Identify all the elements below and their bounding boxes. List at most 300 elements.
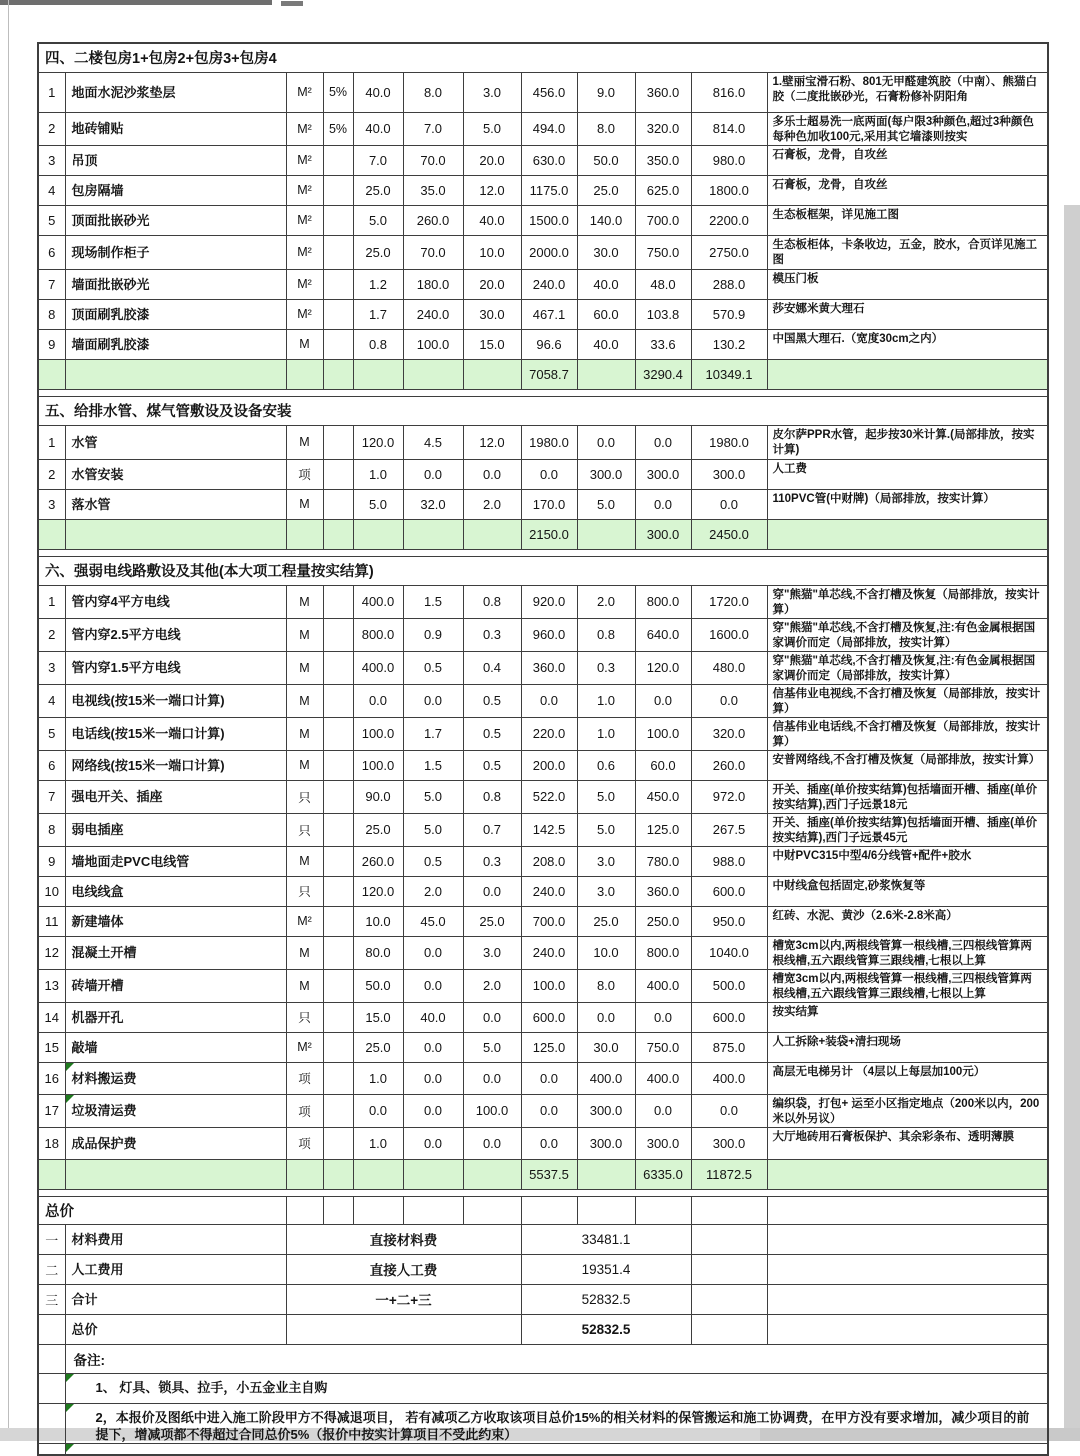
cell-mat_price[interactable]: 0.0 <box>403 969 463 1002</box>
cell-loss[interactable] <box>323 750 353 780</box>
subtotal-empty-cell[interactable] <box>65 519 286 549</box>
summary-name-cell[interactable]: 合计 <box>65 1284 286 1314</box>
cell-labor_price[interactable]: 300.0 <box>577 1094 635 1127</box>
cell-loss[interactable] <box>323 969 353 1002</box>
cell-mat_total[interactable]: 2000.0 <box>521 235 577 269</box>
cell-mat_price[interactable]: 2.0 <box>403 876 463 906</box>
cell-unit[interactable]: 只 <box>286 780 323 813</box>
cell-name[interactable]: 垃圾清运费 <box>65 1094 286 1127</box>
cell-labor_total[interactable]: 60.0 <box>635 750 691 780</box>
cell-unit[interactable]: M² <box>286 175 323 205</box>
cell-labor_total[interactable]: 103.8 <box>635 299 691 329</box>
subtotal-empty-cell[interactable] <box>403 519 463 549</box>
cell-labor_price[interactable]: 9.0 <box>577 72 635 112</box>
summary-header-empty-cell[interactable] <box>635 1196 691 1224</box>
cell-qty[interactable]: 120.0 <box>353 876 403 906</box>
cell-name[interactable]: 包房隔墙 <box>65 175 286 205</box>
cell-unit[interactable]: M <box>286 684 323 717</box>
summary-remark-cell[interactable] <box>767 1284 1048 1314</box>
cell-mat_total[interactable]: 960.0 <box>521 618 577 651</box>
cell-no[interactable]: 9 <box>38 846 65 876</box>
cell-aux_price[interactable]: 0.5 <box>463 684 521 717</box>
subtotal-empty-cell[interactable] <box>767 359 1048 389</box>
cell-unit[interactable]: M² <box>286 235 323 269</box>
cell-no[interactable]: 5 <box>38 717 65 750</box>
cell-mat_total[interactable]: 0.0 <box>521 1094 577 1127</box>
cell-mat_total[interactable]: 142.5 <box>521 813 577 846</box>
cell-qty[interactable]: 0.0 <box>353 1094 403 1127</box>
cell-total[interactable]: 816.0 <box>691 72 767 112</box>
note-text-cell[interactable]: 2，本报价及图纸中进入施工阶段甲方不得减退项目， 若有减项乙方收取该项目总价15%的相关材料的保管搬运和施工协调费，在甲方没有要求增加，减少项目的前提下，增减项都不得超过合同总价5%（报价中按实计算项目不受此约束） <box>65 1403 1048 1443</box>
cell-qty[interactable]: 260.0 <box>353 846 403 876</box>
cell-unit[interactable]: 项 <box>286 1062 323 1094</box>
cell-mat_price[interactable]: 260.0 <box>403 205 463 235</box>
subtotal-empty-cell[interactable] <box>403 1159 463 1189</box>
cell-mat_price[interactable]: 5.0 <box>403 813 463 846</box>
cell-unit[interactable]: M <box>286 936 323 969</box>
subtotal-value[interactable]: 7058.7 <box>521 359 577 389</box>
cell-qty[interactable]: 800.0 <box>353 618 403 651</box>
cell-no[interactable]: 3 <box>38 145 65 175</box>
cell-loss[interactable] <box>323 205 353 235</box>
subtotal-empty-cell[interactable] <box>463 1159 521 1189</box>
subtotal-value[interactable]: 3290.4 <box>635 359 691 389</box>
cell-qty[interactable]: 80.0 <box>353 936 403 969</box>
cell-mat_price[interactable]: 0.5 <box>403 651 463 684</box>
cell-mat_price[interactable]: 45.0 <box>403 906 463 936</box>
cell-remark[interactable]: 皮尔萨PPR水管，起步按30米计算.(局部排放，按实计算) <box>767 425 1048 459</box>
cell-no[interactable]: 11 <box>38 906 65 936</box>
subtotal-empty-cell[interactable] <box>403 359 463 389</box>
cell-qty[interactable]: 50.0 <box>353 969 403 1002</box>
summary-header-empty-cell[interactable] <box>286 1196 323 1224</box>
cell-no[interactable]: 14 <box>38 1002 65 1032</box>
cell-remark[interactable]: 编织袋，打包+ 运至小区指定地点（200米以内，200米以外另议） <box>767 1094 1048 1127</box>
cell-mat_price[interactable]: 0.0 <box>403 936 463 969</box>
cell-labor_total[interactable]: 360.0 <box>635 876 691 906</box>
cell-loss[interactable] <box>323 489 353 519</box>
cell-total[interactable]: 2750.0 <box>691 235 767 269</box>
cell-aux_price[interactable]: 20.0 <box>463 269 521 299</box>
cell-qty[interactable]: 1.2 <box>353 269 403 299</box>
note-index-cell[interactable] <box>38 1373 65 1403</box>
cell-name[interactable]: 水管安装 <box>65 459 286 489</box>
cell-unit[interactable]: M <box>286 651 323 684</box>
cell-no[interactable]: 6 <box>38 750 65 780</box>
cell-unit[interactable]: M <box>286 425 323 459</box>
cell-total[interactable]: 814.0 <box>691 112 767 145</box>
cell-mat_total[interactable]: 467.1 <box>521 299 577 329</box>
cell-no[interactable]: 1 <box>38 72 65 112</box>
cell-labor_total[interactable]: 800.0 <box>635 936 691 969</box>
subtotal-empty-cell[interactable] <box>286 1159 323 1189</box>
cell-aux_price[interactable]: 0.0 <box>463 1127 521 1159</box>
cell-name[interactable]: 材料搬运费 <box>65 1062 286 1094</box>
cell-no[interactable]: 7 <box>38 269 65 299</box>
cell-aux_price[interactable]: 0.7 <box>463 813 521 846</box>
cell-remark[interactable]: 穿"熊猫"单芯线,不含打槽及恢复（局部排放，按实计算） <box>767 585 1048 618</box>
cell-loss[interactable] <box>323 780 353 813</box>
cell-mat_total[interactable]: 1980.0 <box>521 425 577 459</box>
cell-labor_total[interactable]: 0.0 <box>635 1002 691 1032</box>
summary-value-cell[interactable]: 52832.5 <box>521 1314 691 1344</box>
cell-name[interactable]: 成品保护费 <box>65 1127 286 1159</box>
cell-mat_price[interactable]: 40.0 <box>403 1002 463 1032</box>
cell-total[interactable]: 500.0 <box>691 969 767 1002</box>
note-text-cell[interactable] <box>65 1443 1048 1455</box>
cell-total[interactable]: 875.0 <box>691 1032 767 1062</box>
cell-qty[interactable]: 1.0 <box>353 459 403 489</box>
cell-labor_total[interactable]: 700.0 <box>635 205 691 235</box>
cell-labor_price[interactable]: 1.0 <box>577 717 635 750</box>
notes-label[interactable]: 备注: <box>65 1344 1048 1373</box>
cell-loss[interactable]: 5% <box>323 72 353 112</box>
cell-aux_price[interactable]: 0.3 <box>463 618 521 651</box>
cell-mat_price[interactable]: 180.0 <box>403 269 463 299</box>
cell-total[interactable]: 570.9 <box>691 299 767 329</box>
subtotal-value[interactable]: 11872.5 <box>691 1159 767 1189</box>
cell-mat_price[interactable]: 1.7 <box>403 717 463 750</box>
cell-labor_total[interactable]: 48.0 <box>635 269 691 299</box>
cell-no[interactable]: 4 <box>38 175 65 205</box>
subtotal-empty-cell[interactable] <box>577 359 635 389</box>
cell-no[interactable]: 10 <box>38 876 65 906</box>
summary-index-cell[interactable]: 一 <box>38 1224 65 1254</box>
cell-labor_total[interactable]: 0.0 <box>635 1094 691 1127</box>
note-text-cell[interactable]: 1、 灯具、锁具、拉手，小五金业主自购 <box>65 1373 1048 1403</box>
cell-total[interactable]: 1720.0 <box>691 585 767 618</box>
cell-name[interactable]: 落水管 <box>65 489 286 519</box>
summary-index-cell[interactable]: 三 <box>38 1284 65 1314</box>
cell-aux_price[interactable]: 12.0 <box>463 175 521 205</box>
summary-header-remark-cell[interactable] <box>767 1196 1048 1224</box>
cell-no[interactable]: 7 <box>38 780 65 813</box>
cell-total[interactable]: 260.0 <box>691 750 767 780</box>
cell-qty[interactable]: 100.0 <box>353 717 403 750</box>
cell-name[interactable]: 吊顶 <box>65 145 286 175</box>
cell-qty[interactable]: 7.0 <box>353 145 403 175</box>
cell-labor_total[interactable]: 750.0 <box>635 1032 691 1062</box>
cell-loss[interactable] <box>323 329 353 359</box>
cell-labor_total[interactable]: 360.0 <box>635 72 691 112</box>
subtotal-empty-cell[interactable] <box>463 359 521 389</box>
subtotal-empty-cell[interactable] <box>38 359 65 389</box>
cell-labor_price[interactable]: 2.0 <box>577 585 635 618</box>
cell-total[interactable]: 972.0 <box>691 780 767 813</box>
cell-loss[interactable] <box>323 1127 353 1159</box>
cell-name[interactable]: 电话线(按15米一端口计算) <box>65 717 286 750</box>
cell-mat_total[interactable]: 1175.0 <box>521 175 577 205</box>
cell-labor_total[interactable]: 120.0 <box>635 651 691 684</box>
cell-mat_price[interactable]: 8.0 <box>403 72 463 112</box>
summary-empty-cell[interactable] <box>691 1254 767 1284</box>
cell-loss[interactable] <box>323 459 353 489</box>
cell-labor_price[interactable]: 10.0 <box>577 936 635 969</box>
cell-labor_price[interactable]: 3.0 <box>577 846 635 876</box>
cell-labor_price[interactable]: 400.0 <box>577 1062 635 1094</box>
cell-labor_price[interactable]: 5.0 <box>577 489 635 519</box>
summary-formula-cell[interactable]: 一+二+三 <box>286 1284 521 1314</box>
cell-name[interactable]: 水管 <box>65 425 286 459</box>
summary-remark-cell[interactable] <box>767 1224 1048 1254</box>
cell-labor_price[interactable]: 0.0 <box>577 425 635 459</box>
cell-remark[interactable]: 石膏板，龙骨，自攻丝 <box>767 175 1048 205</box>
cell-qty[interactable]: 25.0 <box>353 175 403 205</box>
cell-no[interactable]: 1 <box>38 425 65 459</box>
cell-mat_total[interactable]: 1500.0 <box>521 205 577 235</box>
cell-remark[interactable]: 穿"熊猫"单芯线,不含打槽及恢复,注:有色金属根据国家调价而定（局部排放，按实计算） <box>767 651 1048 684</box>
section-title[interactable]: 六、强弱电线路敷设及其他(本大项工程量按实结算) <box>38 556 1048 585</box>
cell-labor_price[interactable]: 0.0 <box>577 1002 635 1032</box>
cell-labor_price[interactable]: 300.0 <box>577 1127 635 1159</box>
cell-name[interactable]: 敲墙 <box>65 1032 286 1062</box>
cell-remark[interactable]: 红砖、水泥、黄沙（2.6米-2.8米高） <box>767 906 1048 936</box>
cell-name[interactable]: 新建墙体 <box>65 906 286 936</box>
cell-aux_price[interactable]: 100.0 <box>463 1094 521 1127</box>
subtotal-empty-cell[interactable] <box>65 1159 286 1189</box>
cell-name[interactable]: 顶面批嵌砂光 <box>65 205 286 235</box>
cell-labor_total[interactable]: 800.0 <box>635 585 691 618</box>
cell-labor_total[interactable]: 250.0 <box>635 906 691 936</box>
cell-labor_price[interactable]: 0.8 <box>577 618 635 651</box>
cell-no[interactable]: 2 <box>38 112 65 145</box>
cell-mat_total[interactable]: 600.0 <box>521 1002 577 1032</box>
summary-header-empty-cell[interactable] <box>577 1196 635 1224</box>
cell-total[interactable]: 1040.0 <box>691 936 767 969</box>
cell-no[interactable]: 8 <box>38 299 65 329</box>
cell-aux_price[interactable]: 40.0 <box>463 205 521 235</box>
cell-qty[interactable]: 25.0 <box>353 235 403 269</box>
cell-aux_price[interactable]: 0.0 <box>463 876 521 906</box>
cell-qty[interactable]: 40.0 <box>353 112 403 145</box>
cell-labor_price[interactable]: 1.0 <box>577 684 635 717</box>
cell-unit[interactable]: M <box>286 969 323 1002</box>
cell-loss[interactable] <box>323 651 353 684</box>
cell-mat_price[interactable]: 1.5 <box>403 750 463 780</box>
subtotal-empty-cell[interactable] <box>353 359 403 389</box>
summary-header-empty-cell[interactable] <box>323 1196 353 1224</box>
summary-name-cell[interactable]: 总价 <box>65 1314 286 1344</box>
cell-mat_price[interactable]: 5.0 <box>403 780 463 813</box>
cell-unit[interactable]: 只 <box>286 813 323 846</box>
cell-total[interactable]: 980.0 <box>691 145 767 175</box>
cell-mat_price[interactable]: 0.0 <box>403 1032 463 1062</box>
cell-name[interactable]: 管内穿4平方电线 <box>65 585 286 618</box>
cell-labor_total[interactable]: 625.0 <box>635 175 691 205</box>
cell-labor_total[interactable]: 350.0 <box>635 145 691 175</box>
cell-loss[interactable] <box>323 175 353 205</box>
cell-loss[interactable] <box>323 425 353 459</box>
cell-labor_price[interactable]: 3.0 <box>577 876 635 906</box>
cell-labor_price[interactable]: 0.6 <box>577 750 635 780</box>
cell-labor_total[interactable]: 100.0 <box>635 717 691 750</box>
cell-aux_price[interactable]: 3.0 <box>463 72 521 112</box>
cell-total[interactable]: 267.5 <box>691 813 767 846</box>
cell-loss[interactable] <box>323 846 353 876</box>
cell-remark[interactable]: 按实结算 <box>767 1002 1048 1032</box>
cell-mat_price[interactable]: 0.5 <box>403 846 463 876</box>
cell-total[interactable]: 480.0 <box>691 651 767 684</box>
cell-mat_total[interactable]: 456.0 <box>521 72 577 112</box>
cell-aux_price[interactable]: 0.5 <box>463 750 521 780</box>
cell-no[interactable]: 6 <box>38 235 65 269</box>
cell-no[interactable]: 13 <box>38 969 65 1002</box>
cell-no[interactable]: 9 <box>38 329 65 359</box>
cell-labor_price[interactable]: 5.0 <box>577 813 635 846</box>
cell-unit[interactable]: M² <box>286 72 323 112</box>
cell-no[interactable]: 5 <box>38 205 65 235</box>
subtotal-empty-cell[interactable] <box>323 1159 353 1189</box>
cell-loss[interactable] <box>323 936 353 969</box>
cell-loss[interactable] <box>323 145 353 175</box>
cell-labor_total[interactable]: 450.0 <box>635 780 691 813</box>
cell-mat_price[interactable]: 35.0 <box>403 175 463 205</box>
cell-aux_price[interactable]: 3.0 <box>463 936 521 969</box>
cell-name[interactable]: 电线线盒 <box>65 876 286 906</box>
cell-loss[interactable] <box>323 585 353 618</box>
cell-labor_total[interactable]: 750.0 <box>635 235 691 269</box>
subtotal-empty-cell[interactable] <box>65 359 286 389</box>
cell-labor_total[interactable]: 780.0 <box>635 846 691 876</box>
note-index-cell[interactable] <box>38 1403 65 1443</box>
cell-labor_total[interactable]: 0.0 <box>635 684 691 717</box>
summary-formula-cell[interactable]: 直接材料费 <box>286 1224 521 1254</box>
cell-remark[interactable]: 中财PVC315中型4/6分线管+配件+胶水 <box>767 846 1048 876</box>
cell-loss[interactable] <box>323 717 353 750</box>
cell-total[interactable]: 300.0 <box>691 1127 767 1159</box>
cell-loss[interactable] <box>323 269 353 299</box>
cell-labor_price[interactable]: 0.3 <box>577 651 635 684</box>
cell-mat_price[interactable]: 0.9 <box>403 618 463 651</box>
cell-qty[interactable]: 400.0 <box>353 585 403 618</box>
subtotal-value[interactable]: 6335.0 <box>635 1159 691 1189</box>
cell-name[interactable]: 墙地面走PVC电线管 <box>65 846 286 876</box>
cell-mat_total[interactable]: 920.0 <box>521 585 577 618</box>
cell-name[interactable]: 机器开孔 <box>65 1002 286 1032</box>
subtotal-empty-cell[interactable] <box>767 1159 1048 1189</box>
summary-name-cell[interactable]: 材料费用 <box>65 1224 286 1254</box>
cell-labor_total[interactable]: 0.0 <box>635 425 691 459</box>
cell-aux_price[interactable]: 0.0 <box>463 1002 521 1032</box>
cell-mat_price[interactable]: 32.0 <box>403 489 463 519</box>
summary-formula-cell[interactable] <box>286 1314 521 1344</box>
cell-unit[interactable]: M² <box>286 205 323 235</box>
cell-remark[interactable]: 开关、插座(单价按实结算)包括墙面开槽、插座(单价按实结算),西门子远景45元 <box>767 813 1048 846</box>
cell-name[interactable]: 弱电插座 <box>65 813 286 846</box>
subtotal-empty-cell[interactable] <box>323 519 353 549</box>
cell-total[interactable]: 1800.0 <box>691 175 767 205</box>
cell-remark[interactable]: 莎安娜米黄大理石 <box>767 299 1048 329</box>
summary-formula-cell[interactable]: 直接人工费 <box>286 1254 521 1284</box>
cell-unit[interactable]: 项 <box>286 1094 323 1127</box>
cell-mat_total[interactable]: 220.0 <box>521 717 577 750</box>
section-title[interactable]: 四、二楼包房1+包房2+包房3+包房4 <box>38 43 1048 72</box>
cell-mat_total[interactable]: 200.0 <box>521 750 577 780</box>
cell-aux_price[interactable]: 12.0 <box>463 425 521 459</box>
cell-aux_price[interactable]: 5.0 <box>463 1032 521 1062</box>
cell-total[interactable]: 320.0 <box>691 717 767 750</box>
cell-unit[interactable]: M² <box>286 299 323 329</box>
summary-index-cell[interactable] <box>38 1314 65 1344</box>
cell-remark[interactable]: 大厅地砖用石膏板保护、其余彩条布、透明薄膜 <box>767 1127 1048 1159</box>
cell-labor_price[interactable]: 50.0 <box>577 145 635 175</box>
summary-header-empty-cell[interactable] <box>691 1196 767 1224</box>
cell-remark[interactable]: 槽宽3cm以内,两根线管算一根线槽,三四根线管算两根线槽,五六跟线管算三跟线槽,七根以上算 <box>767 936 1048 969</box>
cell-mat_total[interactable]: 240.0 <box>521 876 577 906</box>
cell-no[interactable]: 1 <box>38 585 65 618</box>
cell-loss[interactable] <box>323 813 353 846</box>
cell-qty[interactable]: 1.0 <box>353 1127 403 1159</box>
cell-mat_price[interactable]: 1.5 <box>403 585 463 618</box>
cell-no[interactable]: 3 <box>38 489 65 519</box>
cell-unit[interactable]: 只 <box>286 1002 323 1032</box>
cell-total[interactable]: 0.0 <box>691 684 767 717</box>
cell-unit[interactable]: M² <box>286 906 323 936</box>
cell-remark[interactable]: 中国黑大理石.（宽度30cm之内） <box>767 329 1048 359</box>
subtotal-empty-cell[interactable] <box>577 1159 635 1189</box>
cell-labor_total[interactable]: 0.0 <box>635 489 691 519</box>
cell-loss[interactable] <box>323 1062 353 1094</box>
cell-qty[interactable]: 25.0 <box>353 1032 403 1062</box>
cell-loss[interactable] <box>323 684 353 717</box>
cell-qty[interactable]: 1.0 <box>353 1062 403 1094</box>
cell-remark[interactable]: 安普网络线,不含打槽及恢复（局部排放，按实计算） <box>767 750 1048 780</box>
cell-mat_total[interactable]: 0.0 <box>521 459 577 489</box>
cell-remark[interactable]: 110PVC管(中财牌)（局部排放，按实计算） <box>767 489 1048 519</box>
cell-loss[interactable] <box>323 876 353 906</box>
cell-mat_total[interactable]: 125.0 <box>521 1032 577 1062</box>
cell-loss[interactable] <box>323 235 353 269</box>
cell-no[interactable]: 2 <box>38 459 65 489</box>
cell-labor_price[interactable]: 60.0 <box>577 299 635 329</box>
cell-mat_total[interactable]: 522.0 <box>521 780 577 813</box>
cell-qty[interactable]: 0.0 <box>353 684 403 717</box>
cell-unit[interactable]: M <box>286 585 323 618</box>
subtotal-value[interactable]: 2150.0 <box>521 519 577 549</box>
cell-total[interactable]: 600.0 <box>691 876 767 906</box>
cell-unit[interactable]: M² <box>286 269 323 299</box>
cell-unit[interactable]: M <box>286 618 323 651</box>
cell-aux_price[interactable]: 15.0 <box>463 329 521 359</box>
cell-total[interactable]: 988.0 <box>691 846 767 876</box>
summary-empty-cell[interactable] <box>691 1284 767 1314</box>
cell-qty[interactable]: 0.8 <box>353 329 403 359</box>
cell-labor_price[interactable]: 140.0 <box>577 205 635 235</box>
cell-remark[interactable]: 槽宽3cm以内,两根线管算一根线槽,三四根线管算两根线槽,五六跟线管算三跟线槽,七根以上算 <box>767 969 1048 1002</box>
cell-unit[interactable]: M² <box>286 145 323 175</box>
cell-mat_price[interactable]: 100.0 <box>403 329 463 359</box>
subtotal-value[interactable]: 2450.0 <box>691 519 767 549</box>
cell-mat_total[interactable]: 100.0 <box>521 969 577 1002</box>
cell-mat_price[interactable]: 240.0 <box>403 299 463 329</box>
cell-remark[interactable]: 多乐士超易洗一底两面(每户限3种颜色,超过3种颜色每种色加收100元,采用其它墙漆则按实 <box>767 112 1048 145</box>
summary-remark-cell[interactable] <box>767 1254 1048 1284</box>
cell-name[interactable]: 顶面刷乳胶漆 <box>65 299 286 329</box>
cell-mat_price[interactable]: 0.0 <box>403 1062 463 1094</box>
cell-mat_price[interactable]: 70.0 <box>403 145 463 175</box>
cell-loss[interactable] <box>323 1002 353 1032</box>
cell-no[interactable]: 18 <box>38 1127 65 1159</box>
subtotal-empty-cell[interactable] <box>767 519 1048 549</box>
summary-header-empty-cell[interactable] <box>403 1196 463 1224</box>
cell-aux_price[interactable]: 0.4 <box>463 651 521 684</box>
cell-labor_price[interactable]: 8.0 <box>577 969 635 1002</box>
cell-remark[interactable]: 生态板框架，详见施工图 <box>767 205 1048 235</box>
note-index-cell[interactable] <box>38 1443 65 1455</box>
cell-name[interactable]: 电视线(按15米一端口计算) <box>65 684 286 717</box>
cell-labor_total[interactable]: 400.0 <box>635 969 691 1002</box>
cell-name[interactable]: 地面水泥沙浆垫层 <box>65 72 286 112</box>
